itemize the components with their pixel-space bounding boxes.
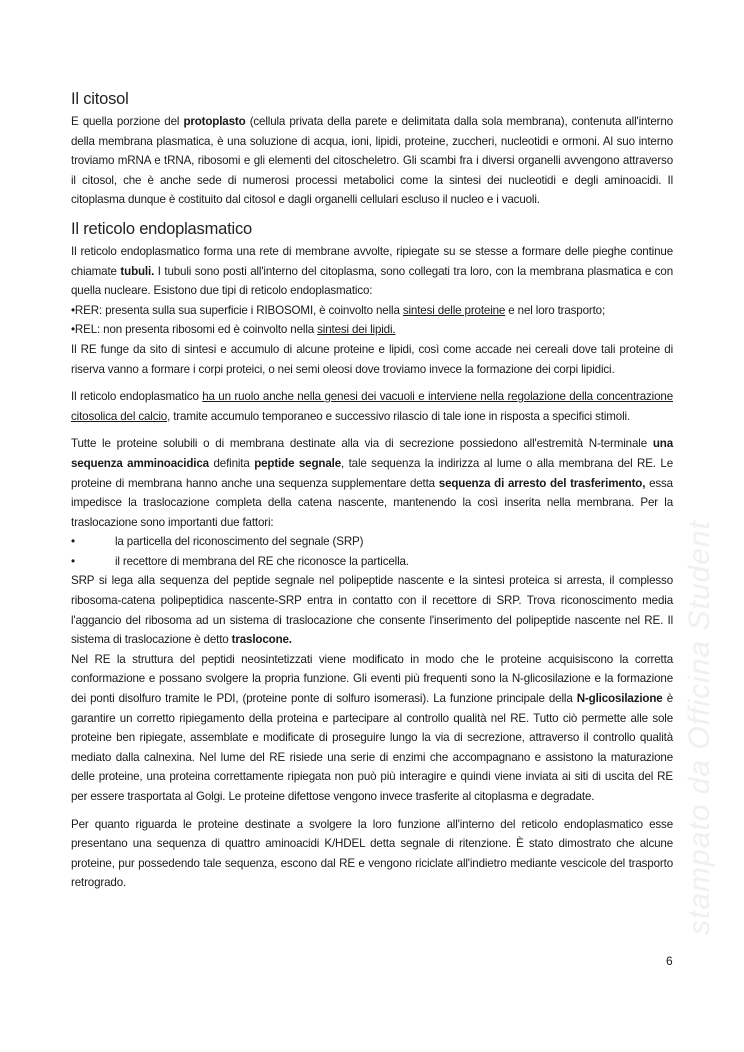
bold-term-tubuli: tubuli. [120,264,155,278]
paragraph-peptide-segnale: Tutte le proteine solubili o di membrana destinate alla via di secrezione possiedono all'estremità N-terminale una sequenza amminoacidica definita peptide segnale, tale sequenza la indirizza al lume o alla membrana del RE. Le proteine di membrana hanno anche una sequenza supplementare detta sequenza di arresto del trasferimento, essa impedisce la traslocazione completa della catena nascente, mantenendo la così inserita nella membrana. Per la traslocazione sono importanti due fattori: [71,437,673,529]
watermark-text: stampato da Officina Student [683,520,716,935]
paragraph-re-funzione: Il RE funge da sito di sintesi e accumulo di alcune proteine e lipidi, così come accade nei cereali dove tali proteine di riserva vanno a formare i corpi proteici, o nei semi oleosi dove troviamo invece la formazione dei corpi lipidici. [71,342,673,376]
bold-term-n-glicosilazione: N-glicosilazione [576,692,663,706]
section-heading-reticolo: Il reticolo endoplasmatico [71,219,252,238]
bullet-icon: • [71,535,75,549]
list-item-rer: •RER: presenta sulla sua superficie i RIBOSOMI, è coinvolto nella sintesi delle proteine e nel loro trasporto; [71,303,606,317]
underlined-ruolo-vacuoli: ha un ruolo anche nella genesi dei vacuoli e interviene nella regolazione della concentrazione citosolica del calcio [71,390,673,423]
paragraph-reticolo-intro: Il reticolo endoplasmatico forma una rete di membrane avvolte, ripiegate su se stesse a formare delle pieghe continue chiamate tubuli. I tubuli sono posti all'interno del citoplasma, sono collegati tra loro, con la membrana plasmatica e con quella nucleare. Esistono due tipi di reticolo endoplasmatico: [71,244,673,298]
page-number: 6 [666,954,673,968]
paragraph-re-calcio: Il reticolo endoplasmatico ha un ruolo anche nella genesi dei vacuoli e interviene nella regolazione della concentrazione citosolica del calcio, tramite accumulo temporaneo e successivo rilascio di tale ione in risposta a specifici stimoli. [71,390,673,423]
paragraph-citosol: E quella porzione del protoplasto (cellula privata della parete e delimitata dalla sola membrana), contenuta all'interno della membrana plasmatica, è una soluzione di acqua, ioni, lipidi, proteine, zuccheri, nucleotidi e ormoni. Al suo interno troviamo mRNA e tRNA, ribosomi e gli elementi del citoscheletro. Gli scambi fra i diversi organelli avvengono attraverso il citosol, che è anche sede di numerosi processi metabolici come la sintesi dei nucleotidi e degli aminoacidi. Il citoplasma dunque è costituito dal citosol e dagli organelli cellulari escluso il nucleo e i vacuoli. [71,115,673,207]
paragraph-glicosilazione: Nel RE la struttura del peptidi neosintetizzati viene modificato in modo che le proteine acquisiscono la corretta conformazione e possano svolgere la propria funzione. Gli eventi più frequenti sono la N-glicosilazione e la formazione dei ponti disolfuro tramite le PDI, (proteine ponte di solfuro isomerasi). La funzione principale della N-glicosilazione è garantire un corretto ripiegamento della proteina e partecipare al controllo qualità nel RE. Tutto ciò permette alle sole proteine ben ripiegate, assemblate e modificate di proseguire lungo la via di secrezione, attraverso il controllo qualità mediato dalla calnexina. Nel lume del RE risiede una serie di enzimi che accompagnano e assistono la maturazione delle proteine, una proteina correttamente ripiegata non può più interagire e quindi viene inviata ai siti di uscita del RE per essere trasportata al Golgi. Le proteine difettose vengono invece trasferite al citoplasma e degradate. [71,652,673,803]
bold-term-protoplasto: protoplasto [183,115,246,128]
list-item-factor: • la particella del riconoscimento del segnale (SRP) [71,532,673,552]
underlined-sintesi-proteine: sintesi delle proteine [402,303,506,317]
list-item-factor: • il recettore di membrana del RE che riconosce la particella. [71,552,673,572]
bold-term-peptide-segnale: peptide segnale [254,456,341,470]
document-page [71,88,673,893]
bold-term-sequenza-amminoacidica: una sequenza amminoacidica [71,437,673,470]
underlined-sintesi-lipidi: sintesi dei lipidi. [317,323,396,337]
paragraph-srp: SRP si lega alla sequenza del peptide segnale nel polipeptide nascente e la sintesi proteica si arresta, il complesso ribosoma-catena polipeptidica nascente-SRP entra in contatto con il recettore di SRP. Trova riconoscimento media l'aggancio del ribosoma ad un sistema di traslocazione che consente l'inserimento del polipeptide nascente nel RE. Il sistema di traslocazione è detto traslocone. [71,574,673,647]
bold-term-sequenza-arresto: sequenza di arresto del trasferimento, [438,476,646,490]
paragraph-ritenzione: Per quanto riguarda le proteine destinate a svolgere la loro funzione all'interno del reticolo endoplasmatico esse presentano una sequenza di quattro aminoacidi K/HDEL detta segnale di ritenzione. È stato dimostrato che alcune proteine, pur possedendo tale sequenza, escono dal RE e vengono riciclate all'indietro mediante vescicole del trasporto retrogrado. [71,817,673,890]
bold-term-traslocone: traslocone. [231,633,292,647]
section-heading-citosol: Il citosol [71,90,129,108]
bullet-icon: • [71,554,75,568]
list-item-rel: •REL: non presenta ribosomi ed è coinvolto nella sintesi dei lipidi. [71,323,396,337]
